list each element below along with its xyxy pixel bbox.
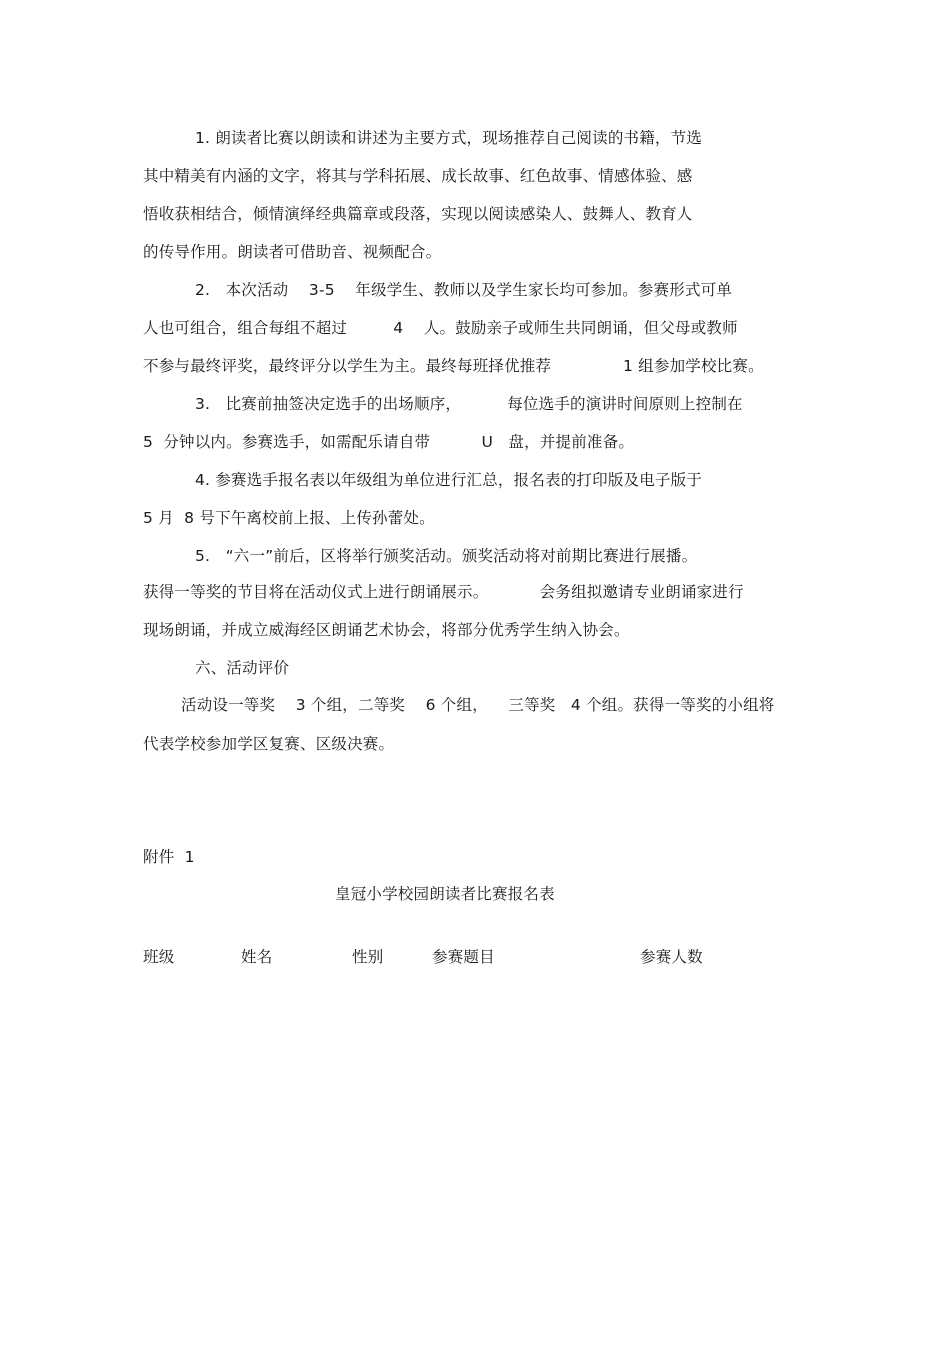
- para-5-line-2: 获得一等奖的节目将在活动仪式上进行朗诵展示。 会务组拟邀请专业朗诵家进行: [143, 583, 744, 601]
- para-2-line-1: 2. 本次活动 3-5 年级学生、教师以及学生家长均可参加。参赛形式可单: [195, 281, 733, 299]
- para-2-line-3: 不参与最终评奖，最终评分以学生为主。最终每班择优推荐 1 组参加学校比赛。: [143, 357, 764, 375]
- form-title: 皇冠小学校园朗读者比赛报名表: [335, 885, 555, 903]
- attachment-label: 附件 1: [143, 848, 195, 866]
- para-3-line-2: 5 分钟以内。参赛选手，如需配乐请自带 U 盘，并提前准备。: [143, 433, 635, 451]
- form-column-class: 班级: [143, 948, 175, 966]
- para-5-line-3: 现场朗诵，并成立威海经区朗诵艺术协会，将部分优秀学生纳入协会。: [143, 621, 630, 639]
- section-heading: 六、活动评价: [195, 659, 290, 677]
- para-4-line-1: 4. 参赛选手报名表以年级组为单位进行汇总，报名表的打印版及电子版于: [195, 471, 703, 489]
- form-column-count: 参赛人数: [640, 948, 703, 966]
- para-1-line-4: 的传导作用。朗读者可借助音、视频配合。: [143, 243, 442, 261]
- form-column-gender: 性别: [352, 948, 384, 966]
- evaluation-line-2: 代表学校参加学区复赛、区级决赛。: [143, 735, 395, 753]
- form-column-name: 姓名: [241, 948, 273, 966]
- para-2-line-2: 人也可组合，组合每组不超过 4 人。鼓励亲子或师生共同朗诵，但父母或教师: [143, 319, 738, 337]
- para-1-line-1: 1. 朗读者比赛以朗读和讲述为主要方式，现场推荐自己阅读的书籍，节选: [195, 129, 703, 147]
- para-3-line-1: 3. 比赛前抽签决定选手的出场顺序， 每位选手的演讲时间原则上控制在: [195, 395, 743, 413]
- para-5-line-1: 5. “六一”前后，区将举行颁奖活动。颁奖活动将对前期比赛进行展播。: [195, 547, 698, 565]
- form-column-topic: 参赛题目: [432, 948, 495, 966]
- para-1-line-2: 其中精美有内涵的文字，将其与学科拓展、成长故事、红色故事、情感体验、感: [143, 167, 693, 185]
- para-1-line-3: 悟收获相结合，倾情演绎经典篇章或段落，实现以阅读感染人、鼓舞人、教育人: [143, 205, 693, 223]
- evaluation-line-1: 活动设一等奖 3 个组，二等奖 6 个组， 三等奖 4 个组。获得一等奖的小组将: [181, 696, 775, 714]
- para-4-line-2: 5 月 8 号下午离校前上报、上传孙蕾处。: [143, 509, 435, 527]
